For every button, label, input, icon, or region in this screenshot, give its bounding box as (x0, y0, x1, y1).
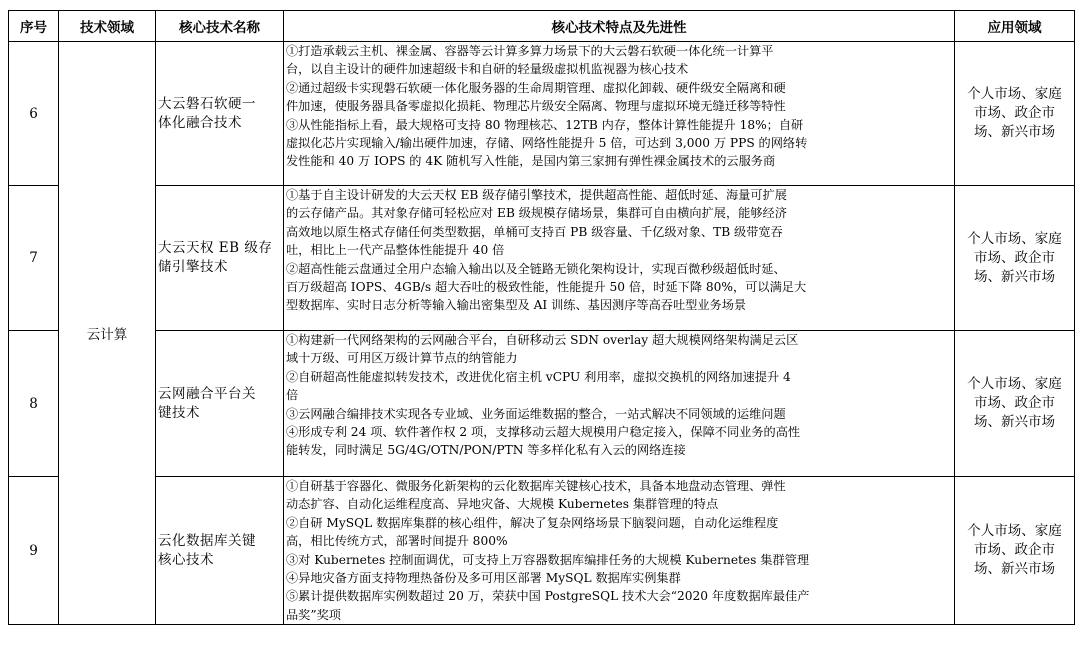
tech-name-line: 核心技术 (158, 551, 214, 568)
feature-line: 动态扩容、自动化运维程度高、异地灾备、大规模 Kubernetes 集群管理的特点 (286, 497, 719, 512)
tech-name-cell (156, 331, 284, 477)
row-number: 7 (9, 186, 59, 331)
application-line: 市场、政企市 (974, 542, 1055, 559)
feature-line: ③云网融合编排技术实现各专业域、业务面运维数据的整合，一站式解决不同领域的运维问题 (286, 406, 786, 421)
table-header-row (9, 11, 1075, 42)
feature-line: 品奖”奖项 (286, 607, 341, 622)
feature-line: ②通过超级卡实现磐石软硬一体化服务器的生命周期管理、虚拟化卸载、硬件级安全隔离和硬 (286, 80, 786, 95)
application-line: 个人市场、家庭 (967, 376, 1062, 392)
core-technology-table (8, 10, 1075, 625)
feature-line: ①构建新一代网络架构的云网融合平台，自研移动云 SDN overlay 超大规模网络架构满足云区 (286, 333, 799, 347)
tech-features-cell (284, 42, 955, 186)
feature-line: 件加速，使服务器具备零虚拟化损耗、物理芯片级安全隔离、物理与虚拟环境无缝迁移等特性 (286, 99, 786, 114)
feature-line: ②自研超高性能虚拟转发技术，改进优化宿主机 vCPU 利用率，虚拟交换机的网络加速提升 4 (286, 369, 791, 384)
tech-features-cell (284, 331, 955, 477)
row-number: 9 (9, 477, 59, 625)
feature-line: 型数据库、实时日志分析等输入输出密集型及 AI 训练、基因测序等高吞吐型业务场景 (286, 298, 747, 313)
tech-name-line: 云网融合平台关 (158, 385, 256, 402)
table-row (9, 477, 1075, 625)
application-line: 个人市场、家庭 (967, 523, 1062, 540)
feature-line: ④异地灾备方面支持物理热备份及多可用区部署 MySQL 数据库实例集群 (286, 571, 681, 586)
feature-line: 发性能和 40 万 IOPS 的 4K 随机写入性能，是国内第三家拥有弹性裸金属技术的云服务商 (286, 154, 776, 169)
header-domain: 技术领域 (59, 11, 156, 42)
feature-line: ③从性能指标上看，最大规格可支持 80 物理核芯、12TB 内存，整体计算性能提升 18%；自研 (286, 117, 804, 132)
application-line: 个人市场、家庭 (967, 230, 1062, 247)
tech-name-cell (156, 477, 284, 625)
feature-line: 百万级超高 IOPS、4GB/s 超大吞吐的极致性能，性能提升 50 倍，时延下降 80%，可以满足大 (286, 280, 807, 295)
application-cell (955, 186, 1075, 331)
table-row (9, 331, 1075, 477)
feature-line: ②自研 MySQL 数据库集群的核心组件，解决了复杂网络场景下脑裂问题，自动化运维程度 (286, 515, 779, 530)
header-tech-name: 核心技术名称 (156, 11, 284, 42)
feature-line: 倍 (286, 388, 299, 403)
feature-line: 吐，相比上一代产品整体性能提升 40 倍 (286, 243, 505, 258)
feature-line: 台，以自主设计的硬件加速超级卡和自研的轻量级虚拟机监视器为核心技术 (286, 62, 689, 77)
application-cell (955, 477, 1075, 625)
application-line: 场、新兴市场 (974, 124, 1055, 140)
tech-name-line: 大云天权 EB 级存 (158, 240, 273, 256)
application-cell (955, 331, 1075, 477)
feature-line: 能转发，同时满足 5G/4G/OTN/PON/PTN 等多样化私有入云的网络连接 (286, 443, 686, 458)
feature-line: ①基于自主设计研发的大云天权 EB 级存储引擎技术，提供超高性能、超低时延、海量可扩展 (286, 188, 787, 202)
feature-line: ①打造承载云主机、裸金属、容器等云计算多算力场景下的大云磐石软硬一体化统一计算平 (286, 44, 774, 58)
feature-line: ⑤累计提供数据库实例数超过 20 万，荣获中国 PostgreSQL 技术大会“2020 年度数据库最佳产 (286, 589, 810, 604)
application-line: 场、新兴市场 (974, 268, 1055, 285)
tech-name-line: 键技术 (158, 404, 200, 421)
row-number: 8 (9, 331, 59, 477)
feature-line: 域十万级、可用区万级计算节点的纳管能力 (286, 351, 518, 366)
header-application: 应用领域 (955, 11, 1075, 42)
table-row (9, 186, 1075, 331)
application-line: 场、新兴市场 (974, 414, 1055, 430)
application-line: 市场、政企市 (974, 249, 1055, 266)
tech-name-line: 储引擎技术 (158, 259, 228, 275)
header-features: 核心技术特点及先进性 (284, 11, 955, 42)
tech-features-cell (284, 186, 955, 331)
feature-line: 的云存储产品。其对象存储可轻松应对 EB 级规模存储场景，集群可自由横向扩展，能够经济 (286, 206, 787, 221)
table-row (9, 42, 1075, 186)
application-line: 场、新兴市场 (974, 561, 1055, 578)
application-cell (955, 42, 1075, 186)
feature-line: 高效地以原生格式存储任何类型数据，单桶可支持百 PB 级容量、千亿级对象、TB 级带宽吞 (286, 224, 783, 239)
application-line: 市场、政企市 (974, 395, 1055, 411)
feature-line: ②超高性能云盘通过全用户态输入输出以及全链路无锁化架构设计，实现百微秒级超低时延、 (286, 261, 786, 276)
feature-line: ①自研基于容器化、微服务化新架构的云化数据库关键核心技术，具备本地盘动态管理、弹性 (286, 479, 786, 493)
feature-line: 虚拟化芯片实现输入/输出硬件加速，存储、网络性能提升 5 倍，可达到 3,000 万 PPS 的网络转 (286, 136, 808, 151)
header-no: 序号 (9, 11, 59, 42)
row-number: 6 (9, 42, 59, 186)
tech-name-line: 体化融合技术 (158, 114, 242, 131)
tech-name-line: 云化数据库关键 (158, 532, 256, 549)
feature-line: 高，相比传统方式，部署时间提升 800% (286, 534, 508, 549)
tech-name-cell (156, 186, 284, 331)
application-line: 市场、政企市 (974, 105, 1055, 121)
tech-domain-cell: 云计算 (59, 42, 156, 625)
feature-line: ③对 Kubernetes 控制面调优，可支持上万容器数据库编排任务的大规模 Kubernetes 集群管理 (286, 552, 810, 567)
feature-line: ④形成专利 24 项、软件著作权 2 项，支撑移动云超大规模用户稳定接入，保障不同业务的高性 (286, 425, 801, 440)
tech-name-cell (156, 42, 284, 186)
tech-name-line: 大云磐石软硬一 (158, 95, 256, 112)
tech-features-cell (284, 477, 955, 625)
application-line: 个人市场、家庭 (967, 86, 1062, 102)
